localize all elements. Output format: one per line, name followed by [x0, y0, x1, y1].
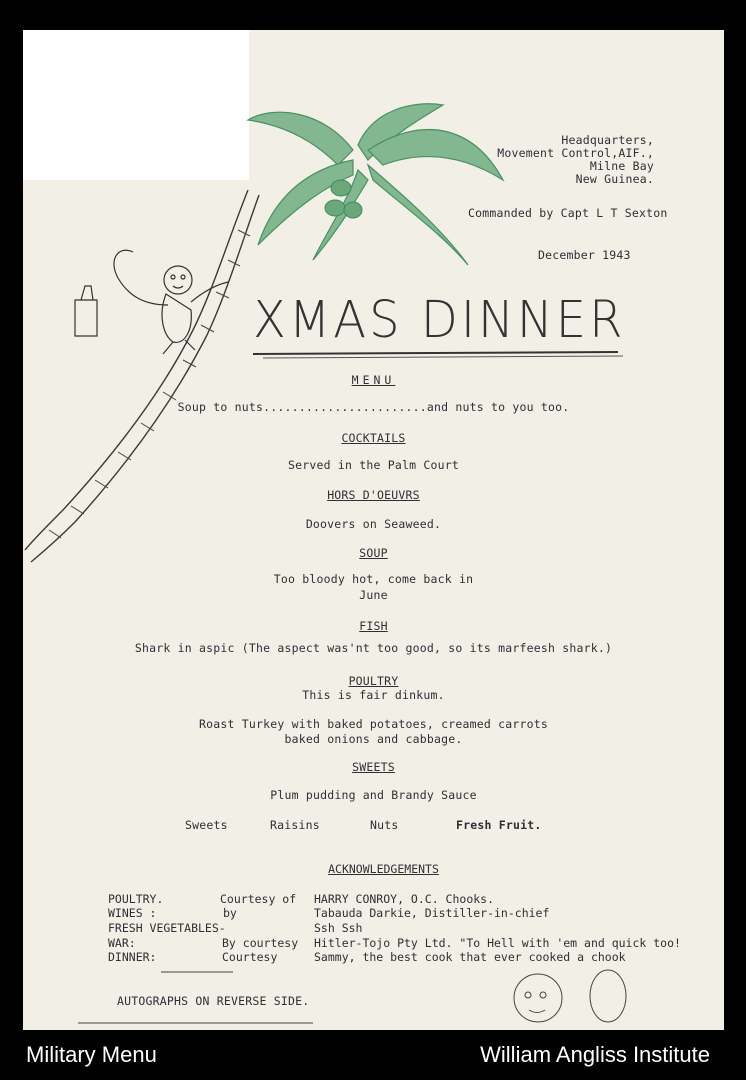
section-heading-hors-doeuvres: HORS D'OEUVRS [327, 488, 420, 502]
hq-line-1: Headquarters, [561, 133, 654, 147]
hq-line-3: Milne Bay [589, 159, 654, 173]
ack-credit: Courtesy [222, 950, 278, 964]
ack-credit: Courtesy of [220, 892, 297, 906]
autographs-note: AUTOGRAPHS ON REVERSE SIDE. [117, 994, 310, 1008]
ack-who: Sammy, the best cook that ever cooked a chook [314, 950, 626, 964]
section-line: Doovers on Seaweed. [305, 517, 442, 531]
bottle-illustration [75, 286, 97, 336]
caption-left: Military Menu [26, 1042, 157, 1067]
section-line: Shark in aspic (The aspect was'nt too good, so its marfeesh shark.) [134, 641, 613, 655]
monkey-illustration [114, 250, 228, 354]
section-line: This is fair dinkum. [302, 688, 445, 702]
command-line: Commanded by Capt L T Sexton [468, 206, 668, 220]
section-heading-soup: SOUP [359, 546, 388, 560]
acknowledgements-heading: ACKNOWLEDGEMENTS [328, 862, 439, 876]
section-heading-poultry: POULTRY [348, 674, 399, 688]
section-line: Plum pudding and Brandy Sauce [270, 788, 477, 802]
menu-document [23, 30, 724, 1030]
ack-who: Hitler-Tojo Pty Ltd. "To Hell with 'em and quick too! [314, 936, 681, 950]
caption-right: William Angliss Institute [480, 1042, 710, 1067]
sweets-item: Fresh Fruit. [456, 818, 542, 832]
section-line: Roast Turkey with baked potatoes, creamed carrots [198, 717, 549, 731]
intro-line: Soup to nuts.......................and nuts to you too. [177, 400, 570, 414]
ack-item: WAR: [108, 936, 136, 950]
ack-credit: By courtesy [222, 936, 299, 950]
section-heading-sweets: SWEETS [352, 760, 395, 774]
hq-line-2: Movement Control,AIF., [497, 146, 654, 160]
sweets-item: Nuts [370, 818, 399, 832]
ack-who: HARRY CONROY, O.C. Chooks. [314, 892, 495, 906]
section-heading-fish: FISH [359, 619, 388, 633]
ack-who: Tabauda Darkie, Distiller-in-chief [314, 906, 550, 920]
section-line: Served in the Palm Court [288, 458, 459, 472]
ack-credit: by [223, 906, 237, 920]
section-line: Too bloody hot, come back in [273, 572, 474, 586]
menu-heading: MENU [351, 373, 396, 387]
palm-fronds [248, 104, 503, 265]
section-line: June [359, 588, 388, 602]
section-heading-cocktails: COCKTAILS [341, 431, 406, 445]
ack-item: FRESH VEGETABLES- [108, 921, 226, 935]
ack-item: POULTRY. [108, 892, 164, 906]
hq-line-4: New Guinea. [575, 172, 654, 186]
date-line: December 1943 [538, 248, 631, 262]
ack-item: WINES : [108, 906, 157, 920]
sweets-item: Sweets [185, 818, 228, 832]
ack-who: Ssh Ssh [314, 921, 363, 935]
sweets-item: Raisins [270, 818, 320, 832]
face-doodle [514, 970, 626, 1022]
section-line: baked onions and cabbage. [284, 732, 463, 746]
ack-item: DINNER: [108, 950, 157, 964]
menu-title: XMAS DINNER [253, 290, 626, 350]
